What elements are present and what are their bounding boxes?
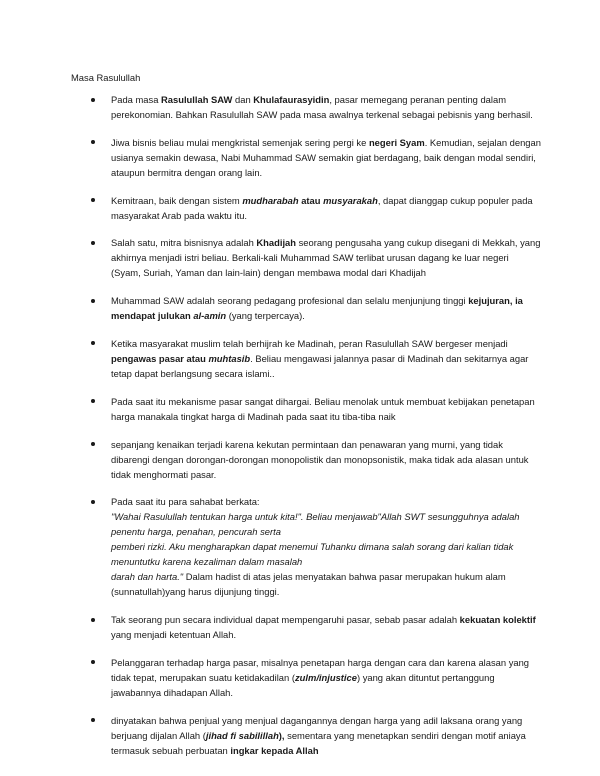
- text-run: musyarakah: [323, 194, 378, 206]
- text-run: , pasar memegang peranan penting dalam perekonomian. Bahkan Rasulullah SAW pada masa awalnya terkenal sebagai pebisnis yang berhasil.: [111, 94, 533, 120]
- list-item-text: [111, 92, 541, 122]
- list-item: [71, 235, 541, 280]
- bullet-icon: [91, 98, 95, 102]
- bullet-icon: [91, 241, 95, 245]
- list-item: [71, 713, 541, 758]
- text-run: Khadijah: [256, 237, 296, 249]
- text-run: , dapat dianggap cukup populer pada masyarakat Arab pada waktu itu.: [111, 194, 533, 221]
- text-run: jihad fi sabilillah: [205, 729, 279, 741]
- text-run: zulm/injustice: [294, 671, 357, 683]
- list-item: [71, 494, 541, 599]
- text-run: Ketika masyarakat muslim telah berhijrah ke Madinah, peran Rasulullah SAW bergeser menjadi: [111, 337, 508, 349]
- text-run: (yang terpercaya).: [226, 310, 305, 322]
- text-run: seorang pengusaha yang cukup disegani di Mekkah, yang akhirnya menjadi istri beliau. Berkali-kali Muhammad SAW terlibat urusan dagang ke luar negeri (Syam, Suriah, Yaman dan lain-lain) dengan membawa modal dari Khadijah: [111, 237, 541, 279]
- list-item: [71, 612, 541, 642]
- text-run: Salah satu, mitra bisnisnya adalah: [111, 237, 257, 249]
- list-item: [71, 92, 541, 122]
- text-run: pemberi rizki. Aku mengharapkan dapat menemui Tuhanku dimana salah sorang dari kalian tidak menuntutku karena kezaliman dalam masalah: [111, 541, 514, 568]
- text-run: sementara yang menetapkan sendiri dengan motif aniaya termasuk sebuah perbuatan: [111, 729, 526, 756]
- text-run: pengawas pasar atau: [111, 352, 209, 364]
- bullet-icon: [91, 618, 95, 622]
- text-run: ),: [278, 729, 285, 741]
- list-item-text: [111, 135, 541, 180]
- list-item: [71, 193, 541, 223]
- text-run: yang menjadi ketentuan Allah.: [111, 629, 237, 641]
- list-item: [71, 135, 541, 180]
- text-run: atau: [298, 194, 324, 206]
- bullet-icon: [91, 399, 95, 403]
- list-item: [71, 293, 541, 323]
- text-run: al-amin: [193, 310, 227, 322]
- text-run: Pada saat itu mekanisme pasar sangat dihargai. Beliau menolak untuk membuat kebijakan penetapan harga manakala tingkat harga di Madinah pada saat itu tiba-tiba naik: [111, 395, 535, 422]
- text-run: Muhammad SAW adalah seorang pedagang profesional dan selalu menjunjung tinggi: [111, 295, 469, 307]
- text-run: ingkar kepada Allah: [230, 744, 319, 756]
- bullet-list: [71, 92, 541, 771]
- text-run: "Wahai Rasulullah tentukan harga untuk kita!". Beliau menjawab"Allah SWT sesungguhnya adalah penentu harga, penahan, pencurah serta: [111, 511, 520, 538]
- text-run: Rasulullah SAW: [161, 94, 233, 105]
- list-item-text: [111, 612, 541, 642]
- text-run: sepanjang kenaikan terjadi karena kekutan permintaan dan penawaran yang murni, yang tidak dibarengi dengan dorongan-dorongan monopolistik dan monopsonistik, maka tidak ada alasan untuk tidak menghormati pasar.: [111, 438, 529, 480]
- bullet-icon: [91, 198, 95, 202]
- list-item-text: [111, 193, 541, 223]
- bullet-icon: [91, 500, 95, 504]
- list-item-text: [111, 494, 541, 599]
- bullet-icon: [91, 442, 95, 446]
- text-run: mudharabah: [242, 194, 299, 206]
- text-run: muhtasib: [208, 352, 251, 364]
- bullet-icon: [91, 341, 95, 345]
- bullet-icon: [91, 660, 95, 664]
- text-run: Pada masa: [111, 94, 162, 105]
- list-item-text: [111, 293, 541, 323]
- text-run: darah dan harta.": [111, 571, 184, 583]
- text-run: Tak seorang pun secara individual dapat mempengaruhi pasar, sebab pasar adalah: [111, 614, 460, 626]
- text-run: Kemitraan, baik dengan sistem: [111, 194, 243, 206]
- text-run: dan: [232, 94, 254, 105]
- list-item-text: [111, 235, 541, 280]
- text-run: dinyatakan bahwa penjual yang menjual dagangannya dengan harga yang adil laksana orang yang berjuang dijalan Allah (: [111, 714, 523, 741]
- bullet-icon: [91, 718, 95, 722]
- list-item-text: [111, 437, 541, 482]
- text-run: . Beliau mengawasi jalannya pasar di Madinah dan sekitarnya agar tetap dapat berlangsung secara islami..: [111, 352, 529, 379]
- list-item-text: [111, 394, 541, 424]
- list-item: [71, 394, 541, 424]
- text-run: Pelanggaran terhadap harga pasar, misalnya penetapan harga dengan cara dan karena alasan yang tidak tepat, merupakan suatu ketidakadilan (: [111, 656, 530, 683]
- text-run: kejujuran, ia mendapat julukan: [111, 295, 523, 322]
- bullet-icon: [91, 140, 95, 144]
- text-run: negeri Syam: [368, 136, 425, 148]
- text-run: Jiwa bisnis beliau mulai mengkristal semenjak sering pergi ke: [111, 136, 369, 148]
- text-run: Pada saat itu para sahabat berkata:: [111, 496, 260, 508]
- list-item-text: [111, 655, 541, 700]
- text-run: Khulafaurasyidin: [253, 94, 330, 105]
- list-item-text: [111, 336, 541, 381]
- document-title: Masa Rasulullah: [71, 72, 141, 83]
- text-run: Dalam hadist di atas jelas menyatakan bahwa pasar merupakan hukum alam (sunnatullah)yang harus dijunjung tinggi.: [111, 571, 506, 598]
- list-item-text: [111, 713, 541, 758]
- text-run: ) yang akan dituntut pertanggung jawabannya dihadapan Allah.: [111, 671, 495, 698]
- text-run: . Kemudian, sejalan dengan usianya semakin dewasa, Nabi Muhammad SAW semakin giat berdagang, baik dengan modal sendiri, ataupun bermitra dengan orang lain.: [111, 136, 541, 178]
- list-item: [71, 655, 541, 700]
- list-item: [71, 437, 541, 482]
- text-run: kekuatan kolektif: [459, 614, 536, 626]
- list-item: [71, 336, 541, 381]
- bullet-icon: [91, 299, 95, 303]
